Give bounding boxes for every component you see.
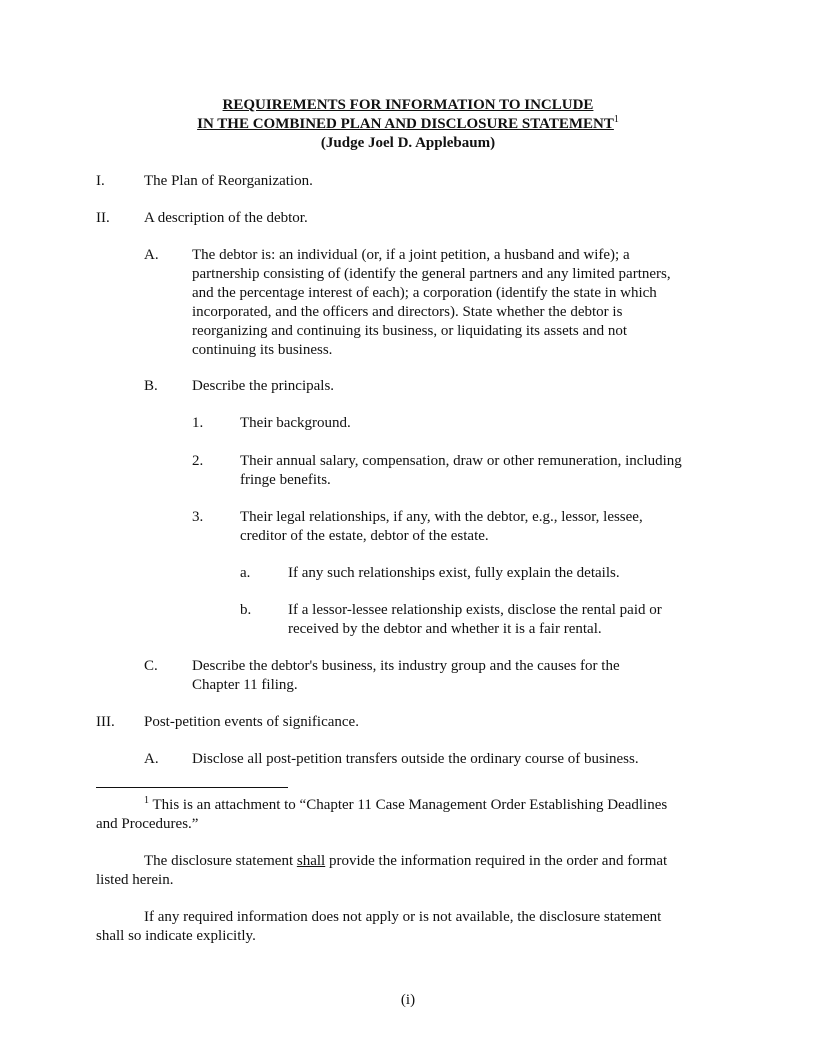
- text-line: and the percentage interest of each); a corporation (identify the state in which: [192, 285, 657, 301]
- text-line: incorporated, and the officers and directors). State whether the debtor is: [192, 304, 623, 320]
- text-line: creditor of the estate, debtor of the estate.: [240, 528, 489, 544]
- subsubitem-text-b: [288, 601, 662, 639]
- subitem-text-1: [240, 414, 351, 433]
- text-line: fringe benefits.: [240, 472, 331, 488]
- footnote-paragraph-2-line-1: The disclosure statement shall provide the information required in the order and format: [144, 853, 668, 869]
- section-marker-3: III.: [96, 714, 115, 730]
- footnote-line-1: $^1$ This is an attachment to “Chapter 11 Case Management Order Establishing Deadlines: [144, 795, 668, 813]
- footnote-paragraph-2: [96, 852, 736, 890]
- item-text-2c: [192, 657, 620, 695]
- section-text-1: The Plan of Reorganization.: [144, 173, 313, 189]
- item-marker-2c: C.: [144, 658, 158, 674]
- footnote-separator: [96, 787, 288, 788]
- section-text-2: A description of the debtor.: [144, 210, 308, 226]
- text-line: Chapter 11 filing.: [192, 677, 298, 693]
- text-line: Describe the debtor's business, its industry group and the causes for the: [192, 658, 620, 674]
- footnote-paragraph-3: [96, 908, 736, 946]
- footnote-paragraph-3-line-2: shall so indicate explicitly.: [96, 928, 256, 944]
- text-line: received by the debtor and whether it is a fair rental.: [288, 621, 602, 637]
- item-text-3a: [192, 750, 639, 769]
- item-marker-2b: B.: [144, 378, 158, 394]
- section-marker-1: I.: [96, 173, 105, 189]
- text-line: If any such relationships exist, fully explain the details.: [288, 565, 620, 581]
- text-line: If a lessor-lessee relationship exists, disclose the rental paid or: [288, 602, 662, 618]
- text-line: reorganizing and continuing its business, or liquidating its assets and not: [192, 323, 628, 339]
- subitem-text-2: [240, 452, 682, 490]
- title-line-2: IN THE COMBINED PLAN AND DISCLOSURE STATEMENT$^1$: [197, 114, 619, 132]
- footnote-line-2: and Procedures.”: [96, 816, 199, 832]
- item-marker-3a: A.: [144, 751, 159, 767]
- subitem-marker-2: 2.: [192, 453, 204, 469]
- item-marker-2a: A.: [144, 247, 159, 263]
- shall-emphasis: shall: [296, 853, 326, 869]
- footnote: [96, 796, 736, 834]
- footnote-paragraph-2-line-2: listed herein.: [96, 872, 174, 888]
- footnote-number: 1: [144, 795, 149, 806]
- section-text-3: Post-petition events of significance.: [144, 714, 359, 730]
- page-number: (i): [400, 992, 416, 1008]
- text-line: Their annual salary, compensation, draw or other remuneration, including: [240, 453, 682, 469]
- text-line: The debtor is: an individual (or, if a joint petition, a husband and wife); a: [192, 247, 630, 263]
- title-footnote-ref: 1: [613, 114, 619, 125]
- subitem-marker-1: 1.: [192, 415, 204, 431]
- text-line: Their background.: [240, 415, 351, 431]
- item-text-2b: Describe the principals.: [192, 378, 335, 394]
- subsubitem-text-a: [288, 564, 620, 583]
- title-line-1: REQUIREMENTS FOR INFORMATION TO INCLUDE: [222, 97, 594, 113]
- text-line: Disclose all post-petition transfers outside the ordinary course of business.: [192, 751, 639, 767]
- subitem-marker-3: 3.: [192, 509, 204, 525]
- section-marker-2: II.: [96, 210, 110, 226]
- text-line: continuing its business.: [192, 342, 333, 358]
- title-judge: (Judge Joel D. Applebaum): [320, 135, 496, 151]
- text-line: partnership consisting of (identify the general partners and any limited partners,: [192, 266, 671, 282]
- footnote-paragraph-3-line-1: If any required information does not apply or is not available, the disclosure statement: [144, 909, 662, 925]
- text-line: Their legal relationships, if any, with the debtor, e.g., lessor, lessee,: [240, 509, 643, 525]
- subitem-text-3: [240, 508, 643, 546]
- subsubitem-marker-b: b.: [240, 602, 252, 618]
- item-text-2a: [192, 246, 671, 360]
- subsubitem-marker-a: a.: [240, 565, 251, 581]
